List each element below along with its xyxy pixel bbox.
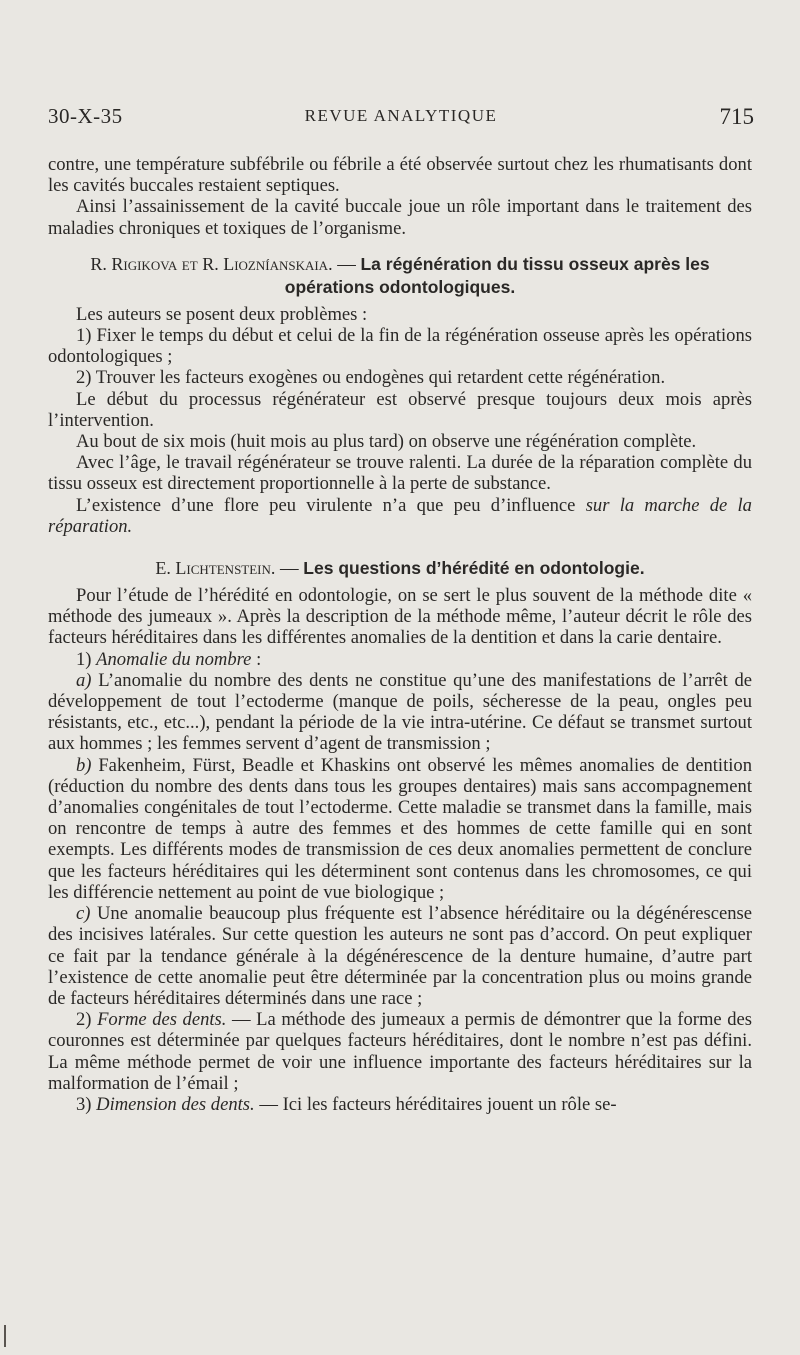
paragraph: Avec l’âge, le travail régénérateur se trouve ralenti. La durée de la réparation complète du tissu osseux est directement proportionnelle à la perte de substance. bbox=[48, 452, 752, 495]
list-number: 2) bbox=[76, 1009, 98, 1031]
article-title: La régénération du tissu osseux après les opérations odontologiques. bbox=[284, 253, 710, 297]
page-body bbox=[48, 154, 752, 1115]
article-heading bbox=[48, 557, 752, 580]
paragraph bbox=[48, 903, 752, 1009]
heading-dash: — bbox=[275, 558, 304, 580]
list-number: 1) bbox=[76, 648, 97, 670]
text-run: : bbox=[251, 648, 262, 670]
text-run: — Ici les facteurs héréditaires jouent un rôle se- bbox=[254, 1093, 617, 1115]
italic-run: sur la marche de la réparation. bbox=[48, 494, 752, 537]
paragraph: Le début du processus régénérateur est observé presque toujours deux mois après l’intervention. bbox=[48, 388, 752, 431]
paragraph: contre, une température subfébrile ou fébrile a été observée surtout chez les rhumatisants dont les cavités buccales restaient septiques. bbox=[48, 154, 752, 197]
paragraph bbox=[48, 670, 752, 755]
heading-dash: — bbox=[332, 253, 361, 275]
italic-run: Dimension des dents. bbox=[96, 1093, 255, 1115]
article-authors: R. Rigikova et R. Liozníanskaia. bbox=[90, 253, 333, 274]
page-number: 715 bbox=[719, 104, 754, 129]
text-run: Fakenheim, Fürst, Beadle et Khaskins ont observé les mêmes anomalies de dentition (réduction du nombre des dents dans tous les groupes dentaires) mais sans accompagnement d’anomalies congénitales de tout l’ectoderme. Cette maladie se transmet dans la famille, mais on rencontre de temps à autre des femmes et des hommes de cette famille qui en sont exempts. Les différents modes de transmission de ces deux anomalies permettent de conclure que les facteurs héréditaires qui les déterminent sont contenus dans les chromosomes, ce qui les différencie nettement au point de vue biologique ; bbox=[48, 754, 752, 903]
text-run: Une anomalie beaucoup plus fréquente est l’absence héréditaire ou la dégénérescense des incisives latérales. Sur cette question les auteurs ne sont pas d’accord. On peut expliquer ce fait par la tendance générale à la dégénérescence de la denture humaine, d’autre part l’existence de cette anomalie peut être déterminée par la concentration plus ou moins grande de facteurs héréditaires déterminés dans une race ; bbox=[48, 903, 752, 1009]
binding-edge-mark bbox=[4, 1325, 6, 1347]
item-label: b) bbox=[76, 754, 92, 776]
item-label: a) bbox=[76, 669, 92, 691]
text-run: — La méthode des jumeaux a permis de démontrer que la forme des couronnes est déterminée par quelques facteurs héréditaires, dont le nombre n’est pas défini. La même méthode permet de voir une influence importante des facteurs héréditaires sur la malformation de l’émail ; bbox=[48, 1009, 753, 1094]
paragraph: Ainsi l’assainissement de la cavité buccale joue un rôle important dans le traitement des maladies chroniques et toxiques de l’organisme. bbox=[48, 196, 752, 239]
article-title: Les questions d’hérédité en odontologie. bbox=[303, 558, 645, 579]
paragraph: Pour l’étude de l’hérédité en odontologie, on se sert le plus souvent de la méthode dite « méthode des jumeaux ». Après la description de la méthode même, l’auteur décrit le rôle des facteurs héréditaires dans les différentes anomalies de la dentition et dans la carie dentaire. bbox=[48, 585, 752, 649]
header-date: 30-X-35 bbox=[48, 104, 123, 128]
paragraph bbox=[48, 1009, 752, 1094]
article-heading bbox=[48, 253, 752, 299]
text-run: L’anomalie du nombre des dents ne constitue qu’une des manifestations de l’arrêt de développement de tout l’ectoderme (manque de poils, sécheresse de la peau, ongles peu résistants, etc., etc...), pendant la période de la vie intra-utérine. Ce défaut se transmet surtout aux hommes ; les femmes servent d’agent de transmission ; bbox=[48, 669, 752, 755]
paragraph bbox=[48, 649, 752, 670]
paragraph bbox=[48, 755, 752, 903]
running-header bbox=[48, 104, 754, 134]
journal-title: REVUE ANALYTIQUE bbox=[304, 106, 498, 125]
italic-run: Anomalie du nombre bbox=[96, 648, 252, 670]
paragraph: 2) Trouver les facteurs exogènes ou endogènes qui retardent cette régénération. bbox=[76, 367, 666, 389]
text-run: L’existence d’une flore peu virulente n’a que peu d’influence bbox=[76, 494, 586, 516]
paragraph: Les auteurs se posent deux problèmes : bbox=[76, 303, 368, 325]
paragraph bbox=[48, 495, 752, 537]
paragraph bbox=[48, 1094, 752, 1115]
list-number: 3) bbox=[76, 1093, 97, 1115]
article-authors: E. Lichtenstein. bbox=[155, 558, 276, 579]
paragraph: Au bout de six mois (huit mois au plus tard) on observe une régénération complète. bbox=[76, 431, 697, 453]
italic-run: Forme des dents. bbox=[97, 1009, 227, 1031]
item-label: c) bbox=[76, 903, 91, 925]
paragraph: 1) Fixer le temps du début et celui de la fin de la régénération osseuse après les opérations odontologiques ; bbox=[48, 325, 752, 368]
